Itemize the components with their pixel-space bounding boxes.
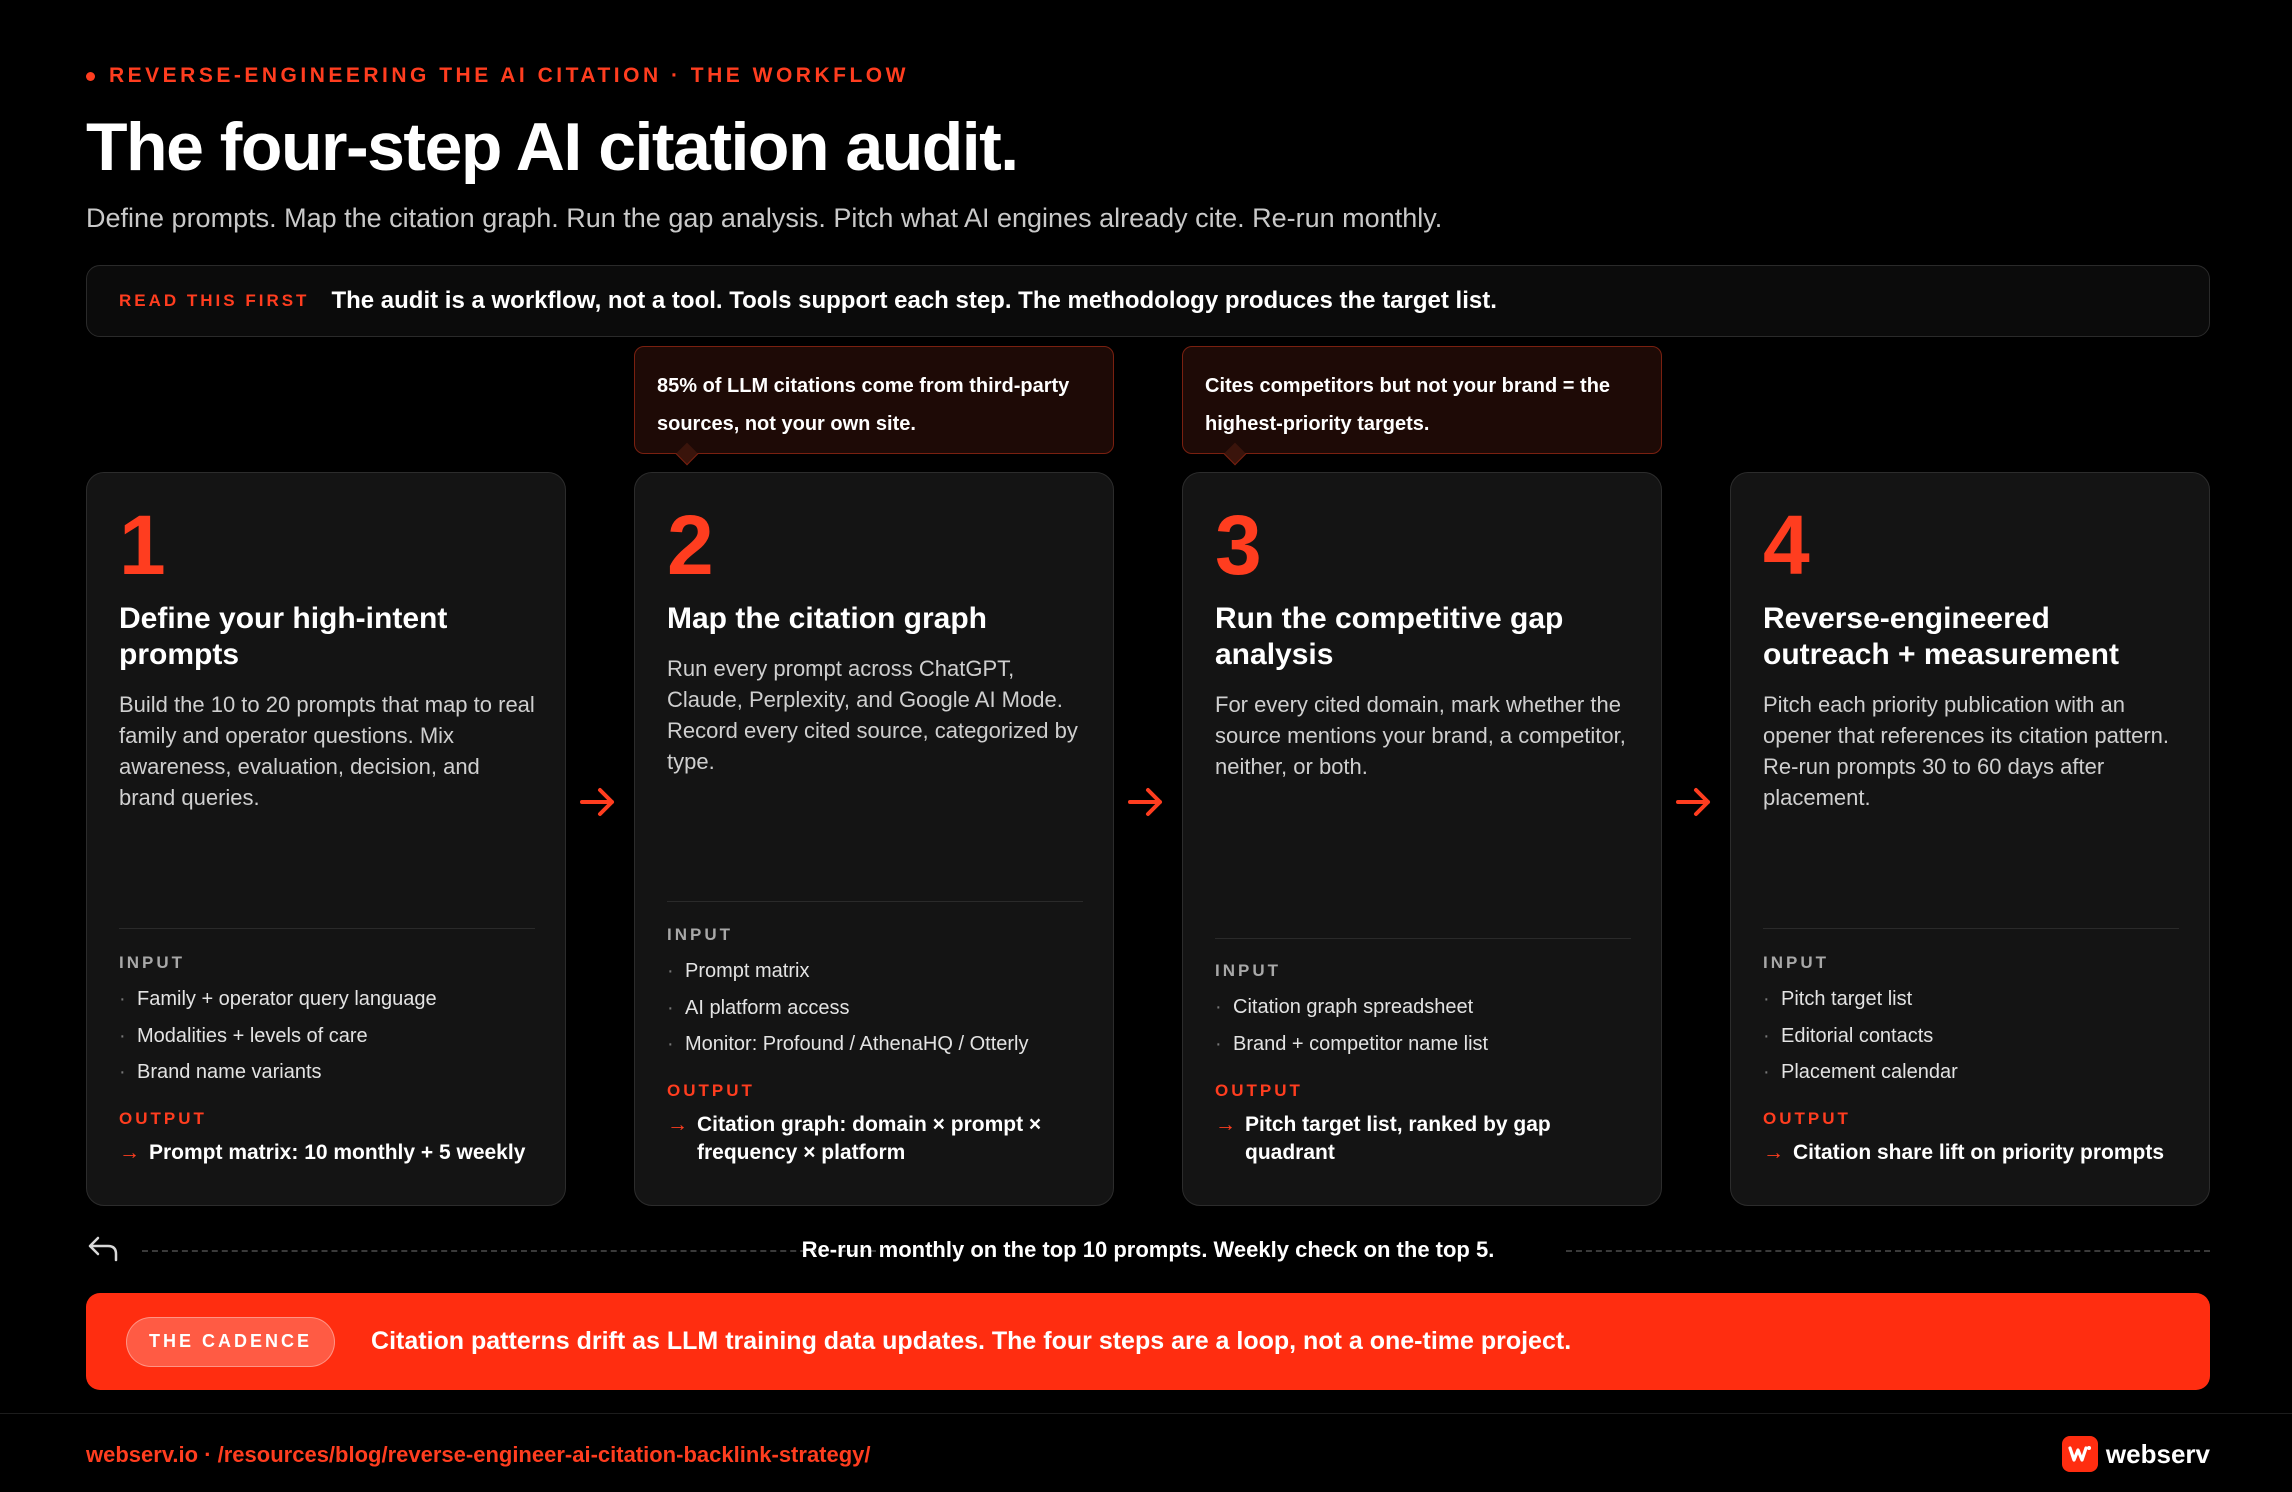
list-item: · Modalities + levels of care <box>119 1024 368 1047</box>
arrow-right-icon <box>576 780 620 824</box>
arrow-right-icon: → <box>1763 1141 1784 1164</box>
callout-step-2 <box>634 346 1114 454</box>
callout-pointer-icon <box>1224 443 1247 466</box>
step-number: 4 <box>1763 498 1810 592</box>
step-card-3 <box>1182 472 1662 1206</box>
callout-line: Cites competitors but not your brand = the <box>1205 375 1611 397</box>
list-item: · Prompt matrix <box>667 960 810 982</box>
read-first-message: The audit is a workflow, not a tool. Tools support each step. The methodology produces the target list. <box>331 287 1497 314</box>
list-item: · Brand + competitor name list <box>1215 1032 1489 1055</box>
list-item: · AI platform access <box>667 996 850 1019</box>
eyebrow-dot-icon <box>86 72 95 81</box>
output-text: Pitch target list, ranked by gap quadrant <box>1245 1113 1551 1164</box>
footer-divider <box>0 1413 2292 1414</box>
list-item: · Citation graph spreadsheet <box>1215 996 1474 1018</box>
step-title: Reverse-engineered outreach + measurement <box>1763 602 2119 671</box>
step-divider <box>667 901 1083 902</box>
step-title: Map the citation graph <box>667 602 988 635</box>
output-label: OUTPUT <box>119 1109 207 1128</box>
cadence-tag: THE CADENCE <box>126 1317 335 1367</box>
brand[interactable] <box>2062 1436 2210 1472</box>
arrow-right-icon: → <box>1215 1113 1236 1136</box>
cadence-banner <box>86 1293 2210 1390</box>
step-divider <box>1215 938 1631 939</box>
step-divider <box>1763 928 2179 929</box>
output-row <box>119 1139 535 1167</box>
list-item: · Family + operator query language <box>119 988 437 1010</box>
list-item: · Monitor: Profound / AthenaHQ / Otterly <box>667 1033 1029 1055</box>
step-title: Define your high-intent prompts <box>119 602 448 671</box>
input-list <box>1215 989 1631 1062</box>
page-title: The four-step AI citation audit. <box>86 109 1018 185</box>
list-item: · Brand name variants <box>119 1061 322 1083</box>
list-item: · Editorial contacts <box>1763 1024 1934 1047</box>
page-subtitle: Define prompts. Map the citation graph. Run the gap analysis. Pitch what AI engines already cite. Re-run monthly. <box>86 203 1443 233</box>
step-description: Build the 10 to 20 prompts that map to real family and operator questions. Mix awareness, evaluation, decision, and brand queries. <box>119 692 535 810</box>
footer-url[interactable]: webserv.io · /resources/blog/reverse-engineer-ai-citation-backlink-strategy/ <box>86 1442 871 1467</box>
read-first-tag: READ THIS FIRST <box>119 291 310 310</box>
input-list <box>667 953 1083 1063</box>
brand-name: webserv <box>2105 1438 2210 1469</box>
callout-line: 85% of LLM citations come from third-party <box>657 375 1070 397</box>
output-row <box>667 1111 1083 1167</box>
output-row <box>1215 1111 1631 1167</box>
eyebrow <box>86 64 909 88</box>
input-label: INPUT <box>119 953 185 972</box>
step-description: For every cited domain, mark whether the source mentions your brand, a competitor, neither, or both. <box>1215 692 1626 779</box>
input-label: INPUT <box>667 925 733 944</box>
callout-line: sources, not your own site. <box>657 413 916 435</box>
read-first-banner <box>86 265 2210 337</box>
arrow-right-icon <box>1124 780 1168 824</box>
cadence-message: Citation patterns drift as LLM training data updates. The four steps are a loop, not a one-time project. <box>371 1327 1572 1355</box>
arrow-right-icon: → <box>119 1141 140 1164</box>
list-item: · Placement calendar <box>1763 1061 1958 1083</box>
step-card-4 <box>1730 472 2210 1206</box>
output-label: OUTPUT <box>1215 1081 1303 1100</box>
input-list <box>119 981 535 1091</box>
webserv-logo-icon <box>2062 1436 2098 1472</box>
callout-line: highest-priority targets. <box>1205 413 1430 435</box>
step-description: Pitch each priority publication with an opener that references its citation pattern. Re-run prompts 30 to 60 days after placement. <box>1763 692 2170 810</box>
arrow-right-icon <box>1672 780 1716 824</box>
step-title: Run the competitive gap analysis <box>1215 602 1564 671</box>
eyebrow-text: REVERSE-ENGINEERING THE AI CITATION · THE WORKFLOW <box>109 64 909 87</box>
step-number: 2 <box>667 498 714 592</box>
callout-pointer-icon <box>676 443 699 466</box>
callout-step-3 <box>1182 346 1662 454</box>
loop-dash-right <box>1566 1250 2210 1252</box>
step-card-1 <box>86 472 566 1206</box>
step-divider <box>119 928 535 929</box>
loop-text: Re-run monthly on the top 10 prompts. Weekly check on the top 5. <box>801 1237 1495 1262</box>
output-row <box>1763 1139 2179 1167</box>
list-item: · Pitch target list <box>1763 988 1913 1010</box>
input-list <box>1763 981 2179 1091</box>
output-text: Prompt matrix: 10 monthly + 5 weekly <box>149 1141 526 1164</box>
output-text: Citation graph: domain × prompt × frequency × platform <box>697 1113 1042 1164</box>
step-number: 1 <box>119 498 166 592</box>
loop-line <box>86 1232 2210 1268</box>
arrow-right-icon: → <box>667 1113 688 1136</box>
input-label: INPUT <box>1763 953 1829 972</box>
step-description: Run every prompt across ChatGPT, Claude, Perplexity, and Google AI Mode. Record every cited source, categorized by type. <box>667 656 1078 774</box>
input-label: INPUT <box>1215 961 1281 980</box>
step-number: 3 <box>1215 498 1262 592</box>
output-text: Citation share lift on priority prompts <box>1793 1141 2165 1164</box>
output-label: OUTPUT <box>1763 1109 1851 1128</box>
step-card-2 <box>634 472 1114 1206</box>
output-label: OUTPUT <box>667 1081 755 1100</box>
